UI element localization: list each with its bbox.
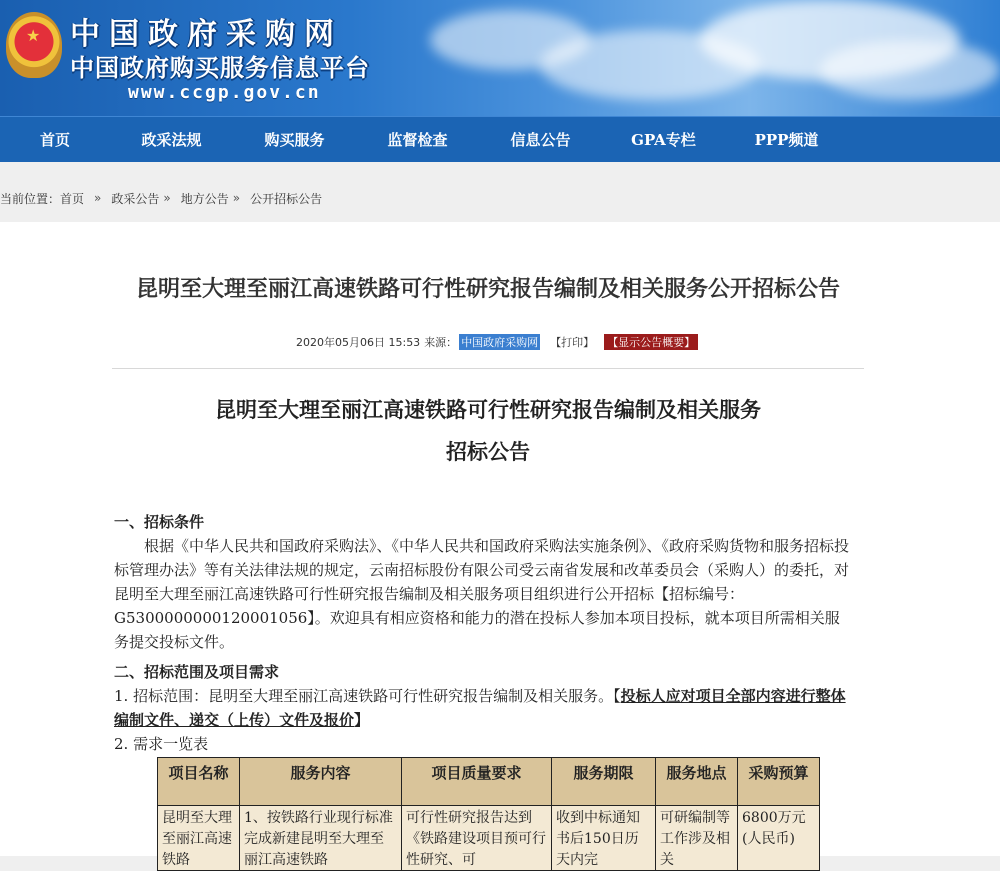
table-header-project: 项目名称 (158, 758, 240, 806)
publish-date: 2020年05月06日 15:53 (296, 336, 421, 349)
table-cell-quality: 可行性研究报告达到《铁路建设项目预可行性研究、可 (402, 806, 552, 871)
show-summary-button[interactable]: 【显示公告概要】 (604, 334, 698, 350)
table-header-quality: 项目质量要求 (402, 758, 552, 806)
print-button[interactable]: 【打印】 (550, 336, 595, 349)
table-header-period: 服务期限 (552, 758, 656, 806)
table-cell-content: 1、按铁路行业现行标准完成新建昆明至大理至丽江高速铁路 (240, 806, 402, 871)
doc-title-line2: 招标公告 (446, 439, 530, 464)
site-url: www.ccgp.gov.cn (128, 82, 321, 103)
table-header-budget: 采购预算 (738, 758, 820, 806)
breadcrumb-prefix: 当前位置： (0, 191, 61, 206)
table-cell-project: 昆明至大理至丽江高速铁路 (158, 806, 240, 871)
requirement-list-label: 2. 需求一览表 (114, 735, 209, 753)
doc-title-line1: 昆明至大理至丽江高速铁路可行性研究报告编制及相关服务 (215, 397, 761, 422)
content-panel (0, 222, 1000, 868)
table-header-row (158, 758, 820, 806)
breadcrumb-separator: » (94, 191, 102, 205)
table-row (158, 806, 820, 871)
doc-body (114, 510, 854, 756)
table-header-content: 服务内容 (240, 758, 402, 806)
nav-item-purchase-services[interactable]: 购买服务 (264, 131, 325, 149)
site-title[interactable]: 中国政府采购网 (70, 17, 343, 52)
nav-item-home[interactable]: 首页 (39, 131, 70, 149)
nav-item-ppp[interactable]: PPP频道 (754, 131, 819, 149)
section-heading-conditions: 一、招标条件 (114, 513, 205, 531)
requirements-table (157, 757, 820, 871)
scope-emphasis: 投标人应对项目全部内容进行整体编制文件、递交（上传）文件及报价 (114, 687, 846, 729)
table-cell-budget: 6800万元(人民币) (738, 806, 820, 871)
section-heading-scope: 二、招标范围及项目需求 (114, 663, 280, 681)
nav-item-regulations[interactable]: 政采法规 (141, 131, 202, 149)
table-cell-period: 收到中标通知书后150日历天内完 (552, 806, 656, 871)
site-banner (0, 0, 1000, 116)
national-emblem-icon: ★ (6, 12, 62, 78)
article-meta (296, 334, 698, 350)
scope-prefix: 1. 招标范围：昆明至大理至丽江高速铁路可行性研究报告编制及相关服务。【 (114, 687, 621, 705)
breadcrumb-item-home[interactable]: 首页 (60, 191, 85, 206)
divider (112, 368, 864, 369)
nav-item-gpa[interactable]: GPA专栏 (631, 131, 696, 149)
breadcrumb-separator: » (163, 191, 171, 205)
section-paragraph-conditions: 根据《中华人民共和国政府采购法》、《中华人民共和国政府采购法实施条例》、《政府采购货物和服务招标投标管理办法》等有关法律法规的规定，云南招标股份有限公司受云南省发展和改革委员会（采购人）的委托，对昆明至大理至丽江高速铁路可行性研究报告编制及相关服务项目组织进行公开招标【招标编号：G5300000000120001056】。欢迎具有相应资格和能力的潜在投标人参加本项目投标，就本项目所需相关服务提交投标文件。 (114, 537, 850, 651)
breadcrumb-item-announcements[interactable]: 政采公告 (111, 191, 160, 206)
breadcrumb-separator: » (232, 191, 241, 205)
main-nav (0, 116, 1000, 162)
breadcrumb-item-local[interactable]: 地方公告 (180, 191, 229, 206)
breadcrumb-item-open-tender[interactable]: 公开招标公告 (250, 191, 323, 206)
table-cell-location: 可研编制等工作涉及相关 (656, 806, 738, 871)
article-title: 昆明至大理至丽江高速铁路可行性研究报告编制及相关服务公开招标公告 (135, 277, 840, 302)
nav-item-announcements[interactable]: 信息公告 (510, 131, 571, 149)
nav-item-supervision[interactable]: 监督检查 (387, 131, 448, 149)
table-header-location: 服务地点 (656, 758, 738, 806)
scope-paragraph (114, 684, 854, 732)
banner-cloud (820, 40, 1000, 100)
breadcrumb (0, 162, 1000, 222)
source-label: 来源： (424, 336, 458, 349)
source-link[interactable]: 中国政府采购网 (461, 336, 539, 349)
scope-suffix: 】 (354, 711, 370, 729)
site-subtitle: 中国政府购买服务信息平台 (70, 54, 370, 82)
